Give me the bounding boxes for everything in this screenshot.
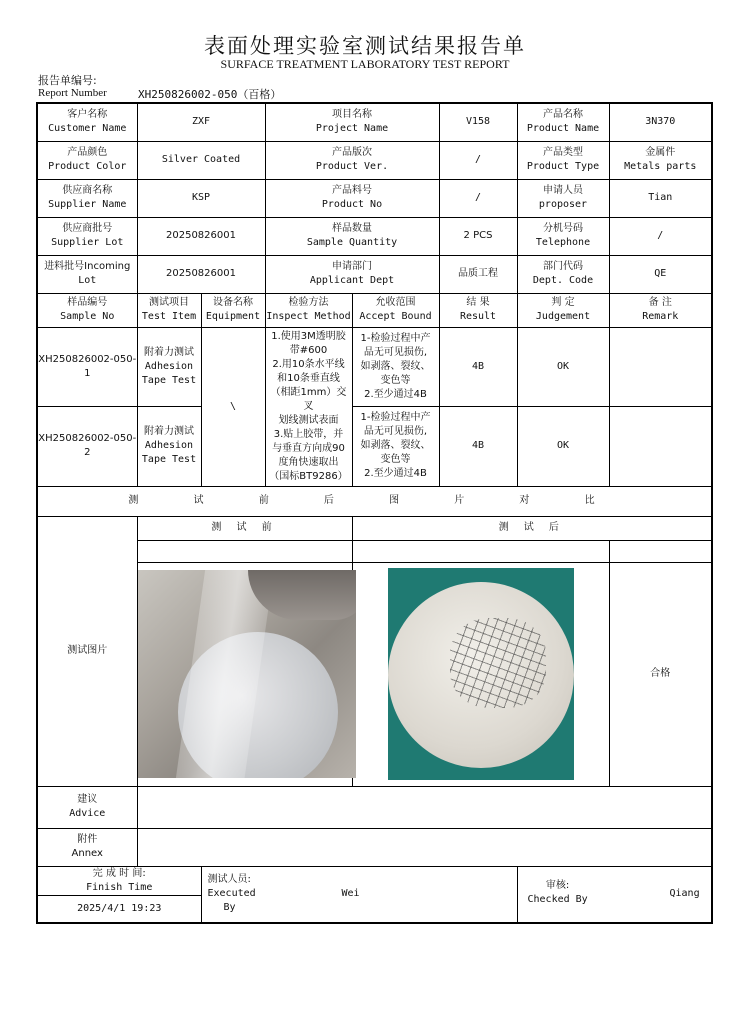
sample-no-header: 样品编号 Sample No <box>37 293 137 327</box>
before-test-photo <box>138 570 356 778</box>
product-no-value: / <box>439 179 517 217</box>
result-header: 结 果 Result <box>439 293 517 327</box>
accept-bound-cell: 1-检验过程中产 品无可见损伤, 如剥落、裂纹、 变色等 2.至少通过4B <box>352 407 439 487</box>
info-row-4 <box>37 217 712 255</box>
info-row-2 <box>37 141 712 179</box>
test-row <box>37 327 712 407</box>
test-header-row <box>37 293 712 327</box>
photo-spacer-row <box>37 540 712 562</box>
annex-row <box>37 828 712 866</box>
product-name-value: 3N370 <box>609 103 712 141</box>
photo-section-heading: 测 试 前 后 图 片 对 比 <box>37 486 712 516</box>
supplier-name-value: KSP <box>137 179 265 217</box>
photo-section-heading-row <box>37 486 712 516</box>
product-ver-value: / <box>439 141 517 179</box>
inspect-method-cell: 1.使用3M透明胶 带#600 2.用10条水平线 和10条垂直线 （相距1mm）交叉 划线测试表面 3.贴上胶带，并 与垂直方向成90 度角快速取出 （国标BT9286） <box>265 327 352 486</box>
remark-cell <box>609 327 712 407</box>
sample-qty-value: 2 PCS <box>439 217 517 255</box>
incoming-lot-label: 进料批号Incoming Lot <box>37 255 137 293</box>
product-type-value: 金属件 Metals parts <box>609 141 712 179</box>
sample-no-cell: XH250826002-050-2 <box>37 407 137 487</box>
equipment-header: 设备名称 Equipment <box>201 293 265 327</box>
crosshatch-pattern <box>450 618 546 708</box>
report-number-label-zh: 报告单编号: <box>38 74 97 87</box>
project-name-value: V158 <box>439 103 517 141</box>
product-color-label: 产品颜色 Product Color <box>37 141 137 179</box>
finish-time-value: 2025/4/1 19:23 <box>37 895 201 923</box>
photo-labels-row <box>37 516 712 540</box>
result-cell: 4B <box>439 407 517 487</box>
checked-by-cell: 审核: Checked By Qiang <box>517 866 712 923</box>
proposer-value: Tian <box>609 179 712 217</box>
annex-label: 附件 Annex <box>37 828 137 866</box>
supplier-lot-label: 供应商批号 Supplier Lot <box>37 217 137 255</box>
footer-row-1 <box>37 866 712 895</box>
product-type-label: 产品类型 Product Type <box>517 141 609 179</box>
info-row-3 <box>37 179 712 217</box>
annex-value <box>137 828 712 866</box>
sample-no-cell: XH250826002-050-1 <box>37 327 137 407</box>
info-row-5 <box>37 255 712 293</box>
test-item-header: 测试项目 Test Item <box>137 293 201 327</box>
product-no-label: 产品料号 Product No <box>265 179 439 217</box>
executed-by-value: Wei <box>341 887 360 899</box>
advice-value <box>137 786 712 828</box>
after-spacer <box>352 540 609 562</box>
product-name-label: 产品名称 Product Name <box>517 103 609 141</box>
photo-row <box>37 562 712 786</box>
finish-time-label: 完 成 时 间: Finish Time <box>37 866 201 895</box>
report-number-label-en: Report Number <box>38 87 107 99</box>
verdict-cell: 合格 <box>609 562 712 786</box>
incoming-lot-value: 20250826001 <box>137 255 265 293</box>
report-number-value: XH250826002-050（百格） <box>138 88 282 101</box>
applicant-dept-value: 品质工程 <box>439 255 517 293</box>
before-spacer <box>137 540 352 562</box>
test-photo-label: 测试图片 <box>37 516 137 786</box>
equipment-cell: \ <box>201 327 265 486</box>
advice-row <box>37 786 712 828</box>
report-title: 表面处理实验室测试结果报告单 <box>204 34 526 58</box>
supplier-name-label: 供应商名称 Supplier Name <box>37 179 137 217</box>
project-name-label: 项目名称 Project Name <box>265 103 439 141</box>
verdict-spacer <box>609 540 712 562</box>
executed-by-cell: 测试人员: Executed By Wei <box>201 866 517 923</box>
dept-code-label: 部门代码 Dept. Code <box>517 255 609 293</box>
applicant-dept-label: 申请部门 Applicant Dept <box>265 255 439 293</box>
info-row-1 <box>37 103 712 141</box>
after-test-photo <box>388 568 574 780</box>
after-label: 测 试 后 <box>352 516 712 540</box>
test-item-cell: 附着力测试 Adhesion Tape Test <box>137 407 201 487</box>
supplier-lot-value: 20250826001 <box>137 217 265 255</box>
telephone-value: / <box>609 217 712 255</box>
dept-code-value: QE <box>609 255 712 293</box>
accept-bound-header: 允收范围 Accept Bound <box>352 293 439 327</box>
report-subtitle: SURFACE TREATMENT LABORATORY TEST REPORT <box>220 57 510 71</box>
report-table <box>36 102 713 924</box>
test-item-cell: 附着力测试 Adhesion Tape Test <box>137 327 201 407</box>
result-cell: 4B <box>439 327 517 407</box>
after-photo-cell <box>352 562 609 786</box>
inspect-method-header: 检验方法 Inspect Method <box>265 293 352 327</box>
judgement-cell: OK <box>517 407 609 487</box>
customer-name-label: 客户名称 Customer Name <box>37 103 137 141</box>
proposer-label: 申请人员 proposer <box>517 179 609 217</box>
product-color-value: Silver Coated <box>137 141 265 179</box>
remark-cell <box>609 407 712 487</box>
test-row <box>37 407 712 487</box>
telephone-label: 分机号码 Telephone <box>517 217 609 255</box>
judgement-header: 判 定 Judgement <box>517 293 609 327</box>
product-ver-label: 产品版次 Product Ver. <box>265 141 439 179</box>
remark-header: 备 注 Remark <box>609 293 712 327</box>
judgement-cell: OK <box>517 327 609 407</box>
sample-qty-label: 样品数量 Sample Quantity <box>265 217 439 255</box>
advice-label: 建议 Advice <box>37 786 137 828</box>
accept-bound-cell: 1-检验过程中产 品无可见损伤, 如剥落、裂纹、 变色等 2.至少通过4B <box>352 327 439 407</box>
customer-name-value: ZXF <box>137 103 265 141</box>
checked-by-value: Qiang <box>669 887 700 899</box>
before-photo-cell <box>137 562 352 786</box>
before-label: 测 试 前 <box>137 516 352 540</box>
